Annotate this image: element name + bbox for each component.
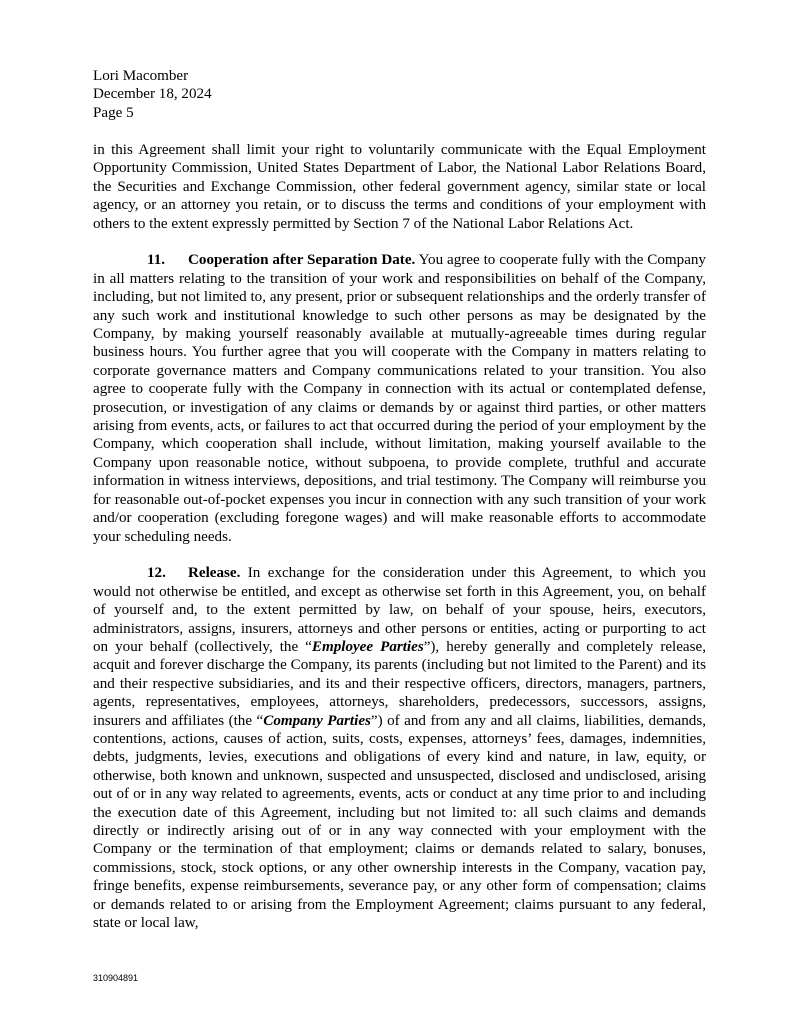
company-parties-term: Company Parties bbox=[263, 712, 371, 729]
section-11-text: You agree to cooperate fully with the Company in all matters relating to the transition of your work and responsibilities on behalf of the Company, including, but not limited to, any present, prior or subsequent relationships and the orderly transfer of any such work and institutional knowledge to such other persons as may be designated by the Company, by making yourself reasonably available at mutually-agreeable times during regular business hours. You further agree that you will cooperate with the Company in matters relating to corporate governance matters and Company communications related to your transition. You also agree to cooperate fully with the Company in connection with its actual or contemplated defense, prosecution, or investigation of any claims or demands by or against third parties, or other matters arising from events, acts, or failures to act that occurred during the period of your employment by the Company, which cooperation shall include, without limitation, making yourself available to the Company upon reasonable notice, without subpoena, to provide complete, truthful and accurate information in witness interviews, depositions, and trial testimony. The Company will reimburse you for reasonable out-of-pocket expenses you incur in connection with any such transition of your work and/or cooperation (excluding foregone wages) and will make reasonable efforts to accommodate your scheduling needs. bbox=[93, 252, 706, 545]
section-12-text-part3: ”) of and from any and all claims, liabilities, demands, contentions, actions, causes of action, suits, costs, expenses, attorneys’ fees, damages, indemnities, debts, judgments, levies, executions and obligations of every kind and nature, in law, equity, or otherwise, both known and unknown, suspected and unsuspected, disclosed and undisclosed, arising out of or in any way related to agreements, events, acts or conduct at any time prior to and including the execution date of this Agreement, including but not limited to: all such claims and demands directly or indirectly arising out of or in any way connected with your employment with the Company or the termination of that employment; claims or demands related to salary, bonuses, commissions, stock, stock options, or any other ownership interests in the Company, vacation pay, fringe benefits, expense reimbursements, severance pay, or any other form of compensation; claims or demands related to or arising from the Employment Agreement; claims pursuant to any federal, state or local law, bbox=[93, 712, 706, 932]
recipient-name: Lori Macomber bbox=[93, 68, 189, 84]
section-11-number: 11. bbox=[147, 252, 166, 269]
section-12-paragraph bbox=[93, 564, 706, 932]
section-12-text-part1: In exchange for the consideration under this Agreement, to which you would not otherwise be entitled, and except as otherwise set forth in this Agreement, you, on behalf of yourself and, to the extent permitted by law, on behalf of your spouse, heirs, executors, administrators, assigns, insurers, attorneys and other persons or entities, acting or purporting to act on your behalf (collectively, the “ bbox=[93, 565, 706, 655]
letter-date: December 18, 2024 bbox=[93, 86, 212, 103]
document-body bbox=[93, 141, 706, 932]
section-12-number: 12. bbox=[147, 565, 166, 582]
document-id-footer: 310904891 bbox=[93, 973, 139, 983]
intro-paragraph: in this Agreement shall limit your right to voluntarily communicate with the Equal Employment Opportunity Commission, United States Department of Labor, the National Labor Relations Board, the Securities and Exchange Commission, other federal government agency, similar state or local agency, or an attorney you retain, or to discuss the terms and conditions of your employment with others to the extent expressly permitted by Section 7 of the National Labor Relations Act. bbox=[93, 142, 706, 232]
page-number: Page 5 bbox=[93, 104, 134, 121]
section-11-heading: Cooperation after Separation Date. bbox=[188, 252, 416, 269]
section-12-text-part2: ”), hereby generally and completely release, acquit and forever discharge the Company, its parents (including but not limited to the Parent) and its and their respective subsidiaries, and its and their respective officers, directors, managers, partners, agents, representatives, employees, attorneys, shareholders, predecessors, successors, assigns, insurers and affiliates (the “ bbox=[93, 638, 706, 729]
section-11-paragraph bbox=[93, 251, 706, 546]
section-12-heading: Release. bbox=[188, 565, 241, 582]
employee-parties-term: Employee Parties bbox=[311, 638, 424, 655]
letter-header bbox=[93, 67, 393, 122]
